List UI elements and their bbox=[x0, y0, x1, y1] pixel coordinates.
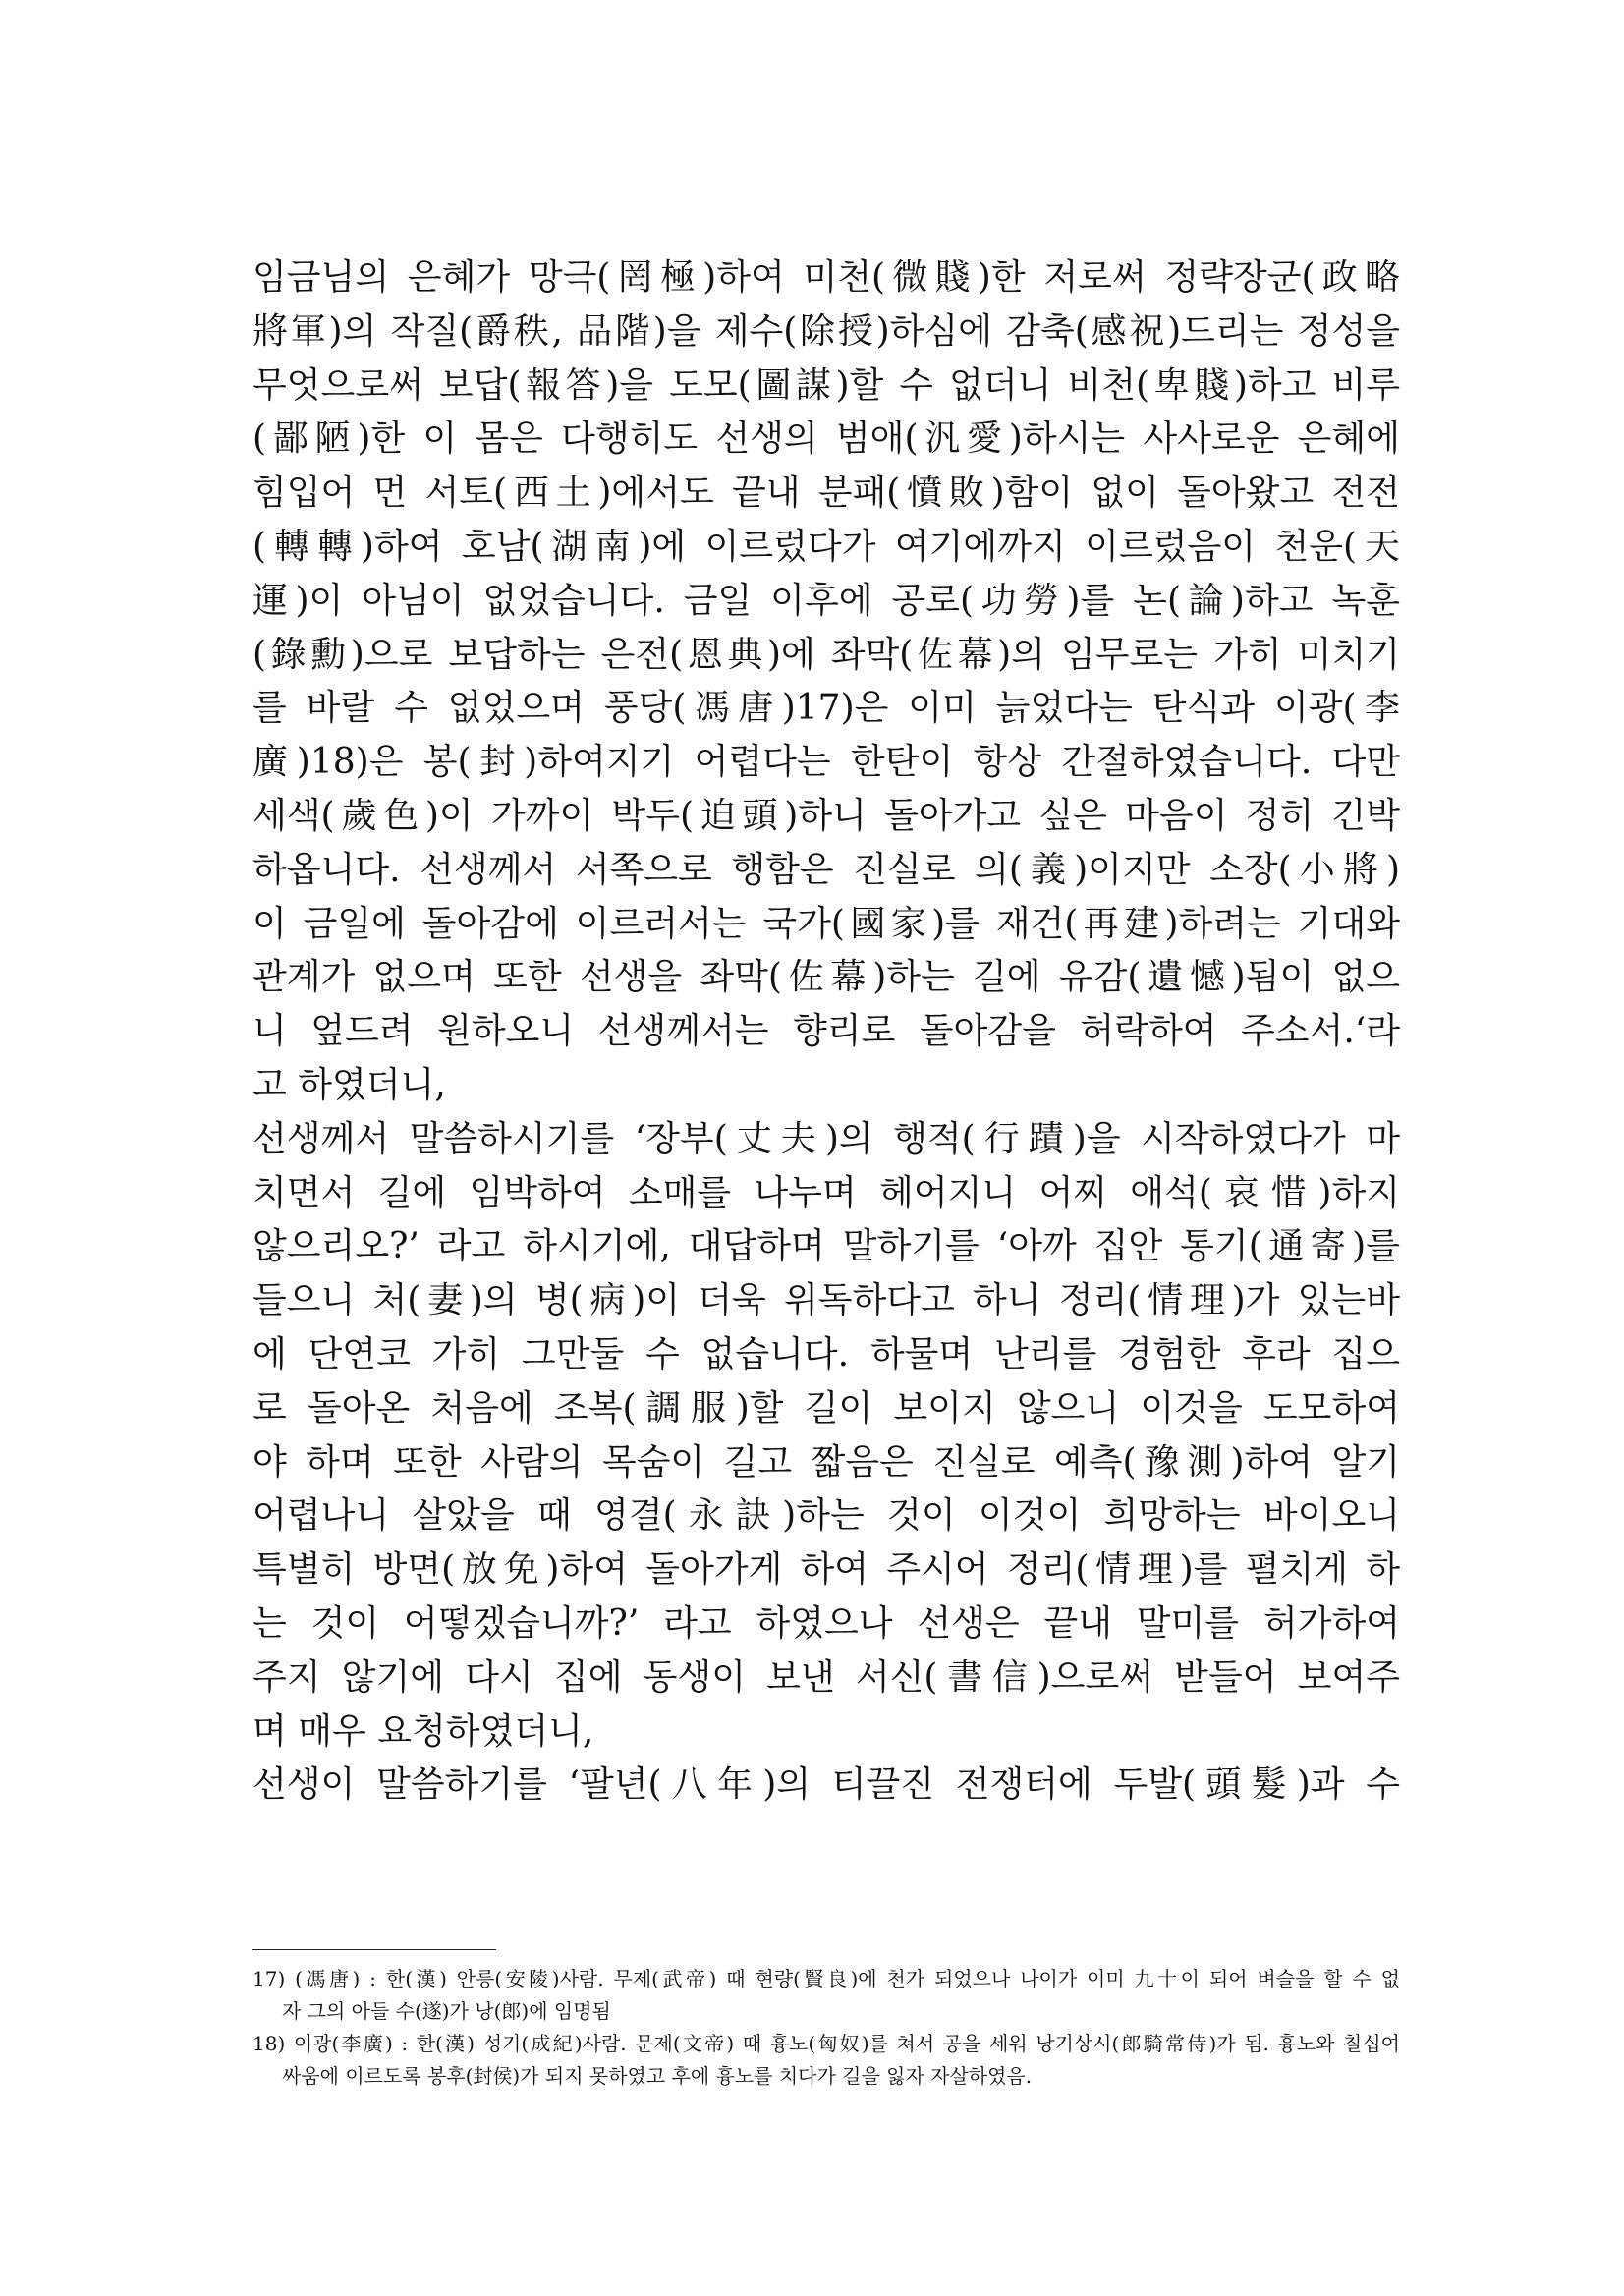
body-line: (錄勳)으로 보답하는 은전(恩典)에 좌막(佐幕)의 임무로는 가히 미치기 bbox=[252, 634, 1400, 675]
body-line: 로 돌아온 처음에 조복(調服)할 길이 보이지 않으니 이것을 도모하여 bbox=[252, 1387, 1400, 1428]
body-line: 廣)18)은 봉(封)하여지기 어렵다는 한탄이 항상 간절하였습니다. 다만 bbox=[252, 742, 1400, 783]
body-line: 관계가 없으며 또한 선생을 좌막(佐幕)하는 길에 유감(遺憾)됨이 없으 bbox=[252, 957, 1400, 998]
body-line: 하옵니다. 선생께서 서쪽으로 행함은 진실로 의(義)이지만 소장(小將) bbox=[252, 849, 1400, 890]
body-line: 將軍)의 작질(爵秩, 品階)을 제수(除授)하심에 감축(感祝)드리는 정성을 bbox=[252, 310, 1400, 352]
body-line: 치면서 길에 임박하여 소매를 나누며 헤어지니 어찌 애석(哀惜)하지 bbox=[252, 1172, 1400, 1213]
body-line: 니 엎드려 원하오니 선생께서는 향리로 돌아감을 허락하여 주소서.‘라 bbox=[252, 1011, 1400, 1052]
body-line: (鄙陋)한 이 몸은 다행히도 선생의 범애(汎愛)하시는 사사로운 은혜에 bbox=[252, 419, 1400, 460]
body-line: 이 금일에 돌아감에 이르러서는 국가(國家)를 재건(再建)하려는 기대와 bbox=[252, 903, 1400, 944]
footnote-divider bbox=[252, 1949, 496, 1950]
body-text bbox=[252, 252, 1400, 1813]
body-line: 를 바랄 수 없었으며 풍당(馮唐)17)은 이미 늙었다는 탄식과 이광(李 bbox=[252, 688, 1400, 729]
body-line: 특별히 방면(放免)하여 돌아가게 하여 주시어 정리(情理)를 펼치게 하 bbox=[252, 1549, 1400, 1591]
body-line: 고 하였더니, bbox=[252, 1064, 446, 1105]
body-line: 는 것이 어떻겠습니까?’ 라고 하였으나 선생은 끝내 말미를 허가하여 bbox=[252, 1602, 1400, 1644]
body-line: 무엇으로써 보답(報答)을 도모(圖謀)할 수 없더니 비천(卑賤)하고 비루 bbox=[252, 364, 1400, 406]
body-line: 않으리오?’ 라고 하시기에, 대답하며 말하기를 ‘아까 집안 통기(通寄)를 bbox=[252, 1226, 1400, 1267]
body-line: 어렵나니 살았을 때 영결(永訣)하는 것이 이것이 희망하는 바이오니 bbox=[252, 1495, 1400, 1537]
body-line: 들으니 처(妻)의 병(病)이 더욱 위독하다고 하니 정리(情理)가 있는바 bbox=[252, 1280, 1400, 1321]
body-line: 임금님의 은혜가 망극(罔極)하여 미천(微賤)한 저로써 정략장군(政略 bbox=[252, 257, 1400, 298]
footnote-line: 18) 이광(李廣) : 한(漢) 성기(成紀)사람. 문제(文帝) 때 흉노(匈奴)를 쳐서 공을 세워 낭기상시(郎騎常侍)가 됨. 흉노와 칠십여 bbox=[252, 2032, 1400, 2055]
footnotes bbox=[252, 1963, 1400, 2093]
footnote bbox=[252, 2028, 1400, 2093]
body-line: 며 매우 요청하였더니, bbox=[252, 1710, 594, 1752]
body-line: 야 하며 또한 사람의 목숨이 길고 짧음은 진실로 예측(豫測)하여 알기 bbox=[252, 1441, 1400, 1483]
footnote-line-continued: 싸움에 이르도록 봉후(封侯)가 되지 못하였고 후에 흉노를 치다가 길을 잃자 자살하였음. bbox=[282, 2064, 1033, 2088]
body-line: 세색(歲色)이 가까이 박두(迫頭)하니 돌아가고 싶은 마음이 정히 긴박 bbox=[252, 795, 1400, 836]
footnote-line-continued: 자 그의 아들 수(遂)가 낭(郎)에 임명됨 bbox=[282, 1999, 611, 2023]
body-line: 에 단연코 가히 그만둘 수 없습니다. 하물며 난리를 경험한 후라 집으 bbox=[252, 1333, 1400, 1374]
body-line: 선생께서 말씀하시기를 ‘장부(丈夫)의 행적(行蹟)을 시작하였다가 마 bbox=[252, 1118, 1400, 1159]
footnote bbox=[252, 1963, 1400, 2028]
body-line: (轉轉)하여 호남(湖南)에 이르렀다가 여기에까지 이르렀음이 천운(天 bbox=[252, 526, 1400, 567]
footnote-line: 17) (馮唐) : 한(漢) 안릉(安陵)사람. 무제(武帝) 때 현량(賢良)에 천가 되었으나 나이가 이미 九十이 되어 벼슬을 할 수 없 bbox=[252, 1967, 1400, 1990]
body-line: 선생이 말씀하기를 ‘팔년(八年)의 티끌진 전쟁터에 두발(頭髮)과 수 bbox=[252, 1764, 1400, 1806]
body-line: 運)이 아님이 없었습니다. 금일 이후에 공로(功勞)를 논(論)하고 녹훈 bbox=[252, 580, 1400, 621]
body-line: 주지 않기에 다시 집에 동생이 보낸 서신(書信)으로써 받들어 보여주 bbox=[252, 1656, 1400, 1698]
body-line: 힘입어 먼 서토(西土)에서도 끝내 분패(憤敗)함이 없이 돌아왔고 전전 bbox=[252, 473, 1400, 514]
